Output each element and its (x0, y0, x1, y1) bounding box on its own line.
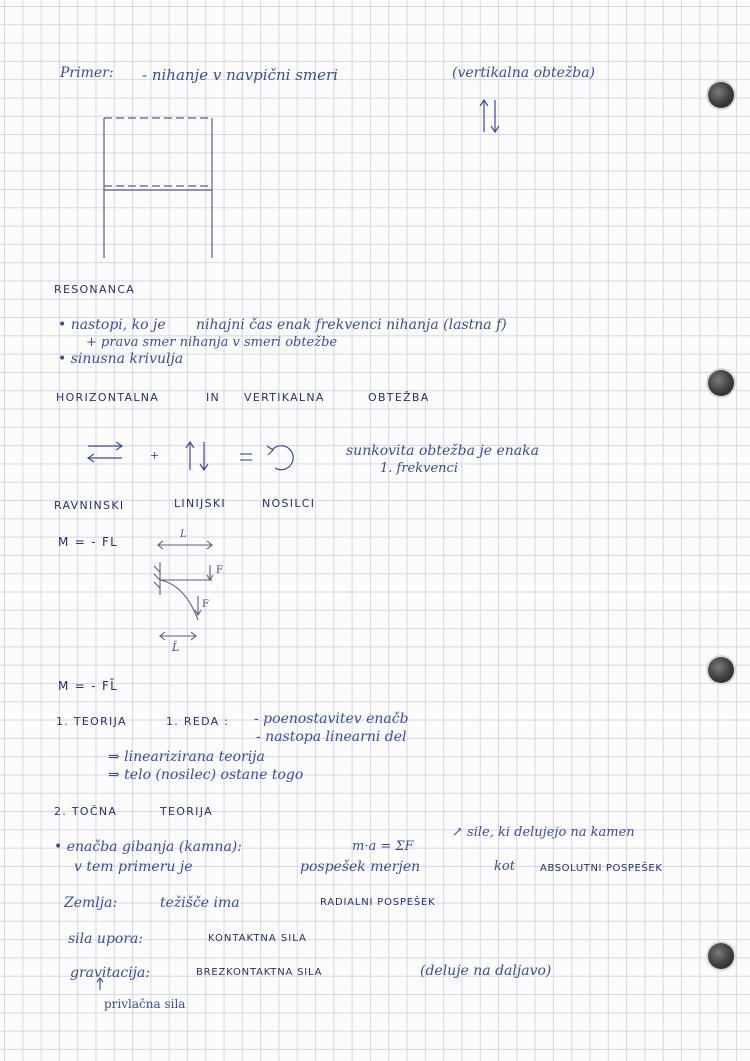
frame-sketch (104, 118, 212, 258)
teorija2-line2-mid: pospešek merjen (300, 859, 421, 875)
sila-caps: KONTAKTNA SILA (208, 933, 307, 944)
horiz-heading-a: HORIZONTALNA (56, 391, 160, 404)
teorija1-arrow-1: ⇒ linearizirana teorija (108, 749, 265, 765)
teorija2-equation-lead: • enačba gibanja (kamna): (54, 839, 242, 855)
zemlja-caps: RADIALNI POSPEŠEK (320, 897, 436, 908)
teorija1-label: 1. TEORIJA (56, 715, 127, 728)
plus-sign: + (150, 449, 160, 462)
teorija2-note: ↗ sile, ki delujejo na kamen (452, 825, 635, 840)
teorija2-equation: m·a = ΣF (352, 839, 414, 854)
resonanca-b2-text: sinusna krivulja (70, 351, 184, 367)
zemlja-lead: Zemlja: (64, 895, 118, 911)
moment-formula-1: M = - FL (58, 535, 119, 549)
teorija2-line2-lead (74, 860, 192, 874)
horiz-heading-d: OBTEŽBA (368, 391, 430, 404)
sila-lead: sila upora: (68, 931, 144, 947)
equals-sign (240, 454, 252, 460)
moment-formula-2: M = - FL̄ (58, 679, 119, 693)
privlacna-sila: privlačna sila (104, 997, 186, 1011)
teorija1-item-2: - nastopa linearni del (256, 729, 407, 745)
teorija2-line2-caps: ABSOLUTNI POSPEŠEK (540, 863, 663, 874)
primer-text: - nihanje v navpični smeri (142, 66, 338, 84)
teorija2-line2-lead-text: v tem primeru je (74, 859, 193, 875)
dim-top-label: L (180, 529, 187, 540)
horiz-note-2: 1. frekvenci (380, 461, 458, 476)
teorija1-item-1: - poenostavitev enačb (254, 711, 409, 727)
teorija2-label-2: TEORIJA (160, 805, 213, 818)
resonanca-bullet-2: • sinusna krivulja (58, 351, 184, 367)
resonanca-b1-lead-text: nastopi, ko je (70, 317, 166, 333)
zemlja-mid: težišče ima (160, 895, 240, 911)
resonanca-heading: RESONANCA (54, 283, 136, 296)
horiz-note-1: sunkovita obtežba je enaka (346, 443, 539, 459)
rotation-arrow-icon (267, 446, 293, 470)
teorija2-label: 2. TOČNA (54, 805, 118, 818)
resonanca-bullet-1-text: nihajni čas enak frekvenci nihanja (lastna f) (196, 317, 507, 333)
nosilci-word-2: LINIJSKI (174, 497, 226, 510)
grav-lead: gravitacija: (70, 965, 151, 981)
grav-caps: BREZKONTAKTNA SILA (196, 967, 323, 978)
teorija1-arrow-2: ⇒ telo (nosilec) ostane togo (108, 767, 304, 783)
teorija1-reda: 1. REDA : (166, 715, 230, 728)
teorija2-line2-kot: kot (494, 859, 515, 874)
vertical-arrows-icon (480, 100, 499, 132)
cantilever-sketch (154, 541, 213, 640)
resonanca-bullet-1-sub: + prava smer nihanja v smeri obtežbe (86, 335, 338, 350)
nosilci-word-1: RAVNINSKI (54, 499, 125, 512)
horizontal-arrows-icon (88, 442, 122, 462)
primer-note: (vertikalna obtežba) (452, 65, 596, 81)
primer-label: Primer: (60, 65, 114, 81)
horiz-heading-c: VERTIKALNA (244, 391, 325, 404)
horiz-heading-b: IN (206, 391, 221, 404)
force-label-1: F (216, 565, 223, 576)
dim-bottom-label: L̄ (172, 641, 180, 654)
nosilci-word-3: NOSILCI (262, 497, 316, 510)
grav-note: (deluje na daljavo) (420, 963, 552, 979)
force-label-2: F (202, 599, 209, 610)
resonanca-bullet-1-lead: • nastopi, ko je (58, 317, 166, 333)
updown-arrows-icon (186, 442, 208, 470)
